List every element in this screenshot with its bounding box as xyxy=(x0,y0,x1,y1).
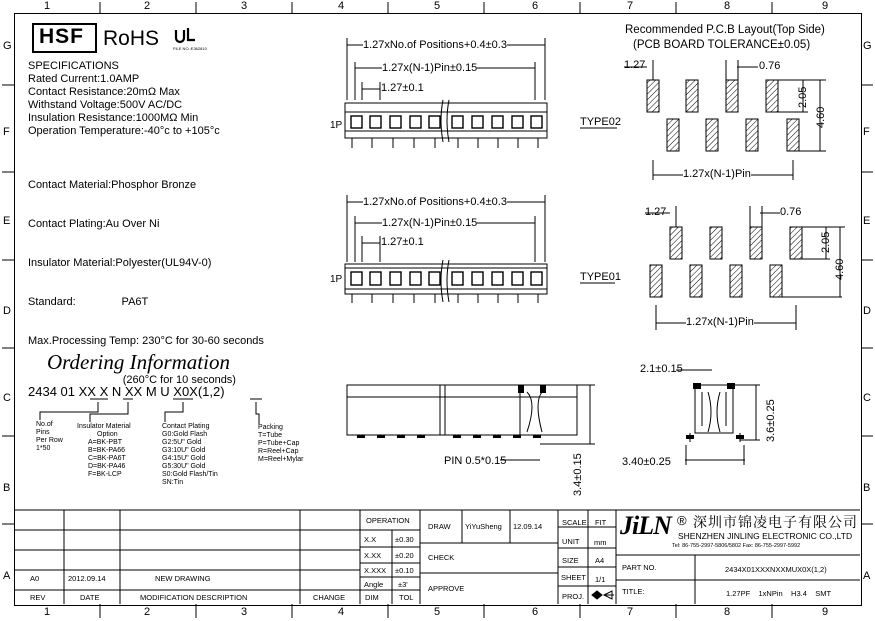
row-b: B xyxy=(3,482,11,494)
ordering-packing xyxy=(258,424,304,464)
unit-label: UNIT xyxy=(562,537,580,546)
option-line: Pins xyxy=(36,429,50,436)
col-7: 7 xyxy=(626,606,634,618)
tol-dim: Angle xyxy=(364,580,384,589)
pcb01-pad-height: 2.05 xyxy=(820,231,832,253)
option-line: T=Tube xyxy=(258,432,283,439)
tol-value: ±0.30 xyxy=(395,535,414,544)
option-line: SN:Tin xyxy=(162,479,184,486)
side-height: 3.4±0.15 xyxy=(572,453,584,496)
row-f: F xyxy=(3,126,10,138)
pcb01-pad-width: 0.76 xyxy=(780,206,802,218)
col-8: 8 xyxy=(723,0,731,12)
option-line: P=Tube+Cap xyxy=(258,440,300,447)
option-line: S0:Gold Flash/Tin xyxy=(162,471,218,478)
material-line: (260°C for 10 seconds) xyxy=(28,374,236,386)
col-6: 6 xyxy=(531,0,539,12)
pcb02-row-span: 4.60 xyxy=(815,106,827,128)
type01-label: TYPE01 xyxy=(580,271,621,283)
draw-label: DRAW xyxy=(428,522,451,531)
part-no-label: PART NO. xyxy=(622,563,657,572)
option-line: G3:10U" Gold xyxy=(162,447,206,454)
row-a: A xyxy=(863,570,871,582)
row-a: A xyxy=(3,570,11,582)
pcb-tolerance: (PCB BOARD TOLERANCE±0.05) xyxy=(633,39,811,51)
material-line: Insulator Material:Polyester(UL94V-0) xyxy=(28,257,212,269)
rohs-logo: RoHS xyxy=(103,27,160,50)
company-name-cn: 深圳市锦凌电子有限公司 xyxy=(693,514,858,530)
spec-line: Operation Temperature:-40°c to +105°c xyxy=(28,125,220,137)
material-line: Contact Plating:Au Over Ni xyxy=(28,218,160,230)
option-line: G0:Gold Flash xyxy=(162,431,208,438)
material-line: Contact Material:Phosphor Bronze xyxy=(28,179,197,191)
pcb02-pad-height: 2.05 xyxy=(797,86,809,108)
col-2: 2 xyxy=(143,0,151,12)
option-line: B=BK-PA66 xyxy=(88,447,126,454)
type02-dim-pins: 1.27x(N-1)Pin±0.15 xyxy=(382,62,478,74)
col-3: 3 xyxy=(240,606,248,618)
registered-mark: ® xyxy=(677,513,687,528)
pcb02-pad-width: 0.76 xyxy=(759,60,781,72)
option-line: Per Row xyxy=(36,437,63,444)
ordering-plating xyxy=(162,423,218,487)
size-label: SIZE xyxy=(562,556,579,565)
spec-line: Withstand Voltage:500V AC/DC xyxy=(28,99,183,111)
side-pin-dim: PIN 0.5*0.15 xyxy=(444,455,507,467)
col-6: 6 xyxy=(531,606,539,618)
row-d: D xyxy=(3,305,11,317)
option-line: D=BK-PA46 xyxy=(88,463,126,470)
material-line: Max.Processing Temp: 230°C for 30-60 seconds xyxy=(28,335,264,347)
row-e: E xyxy=(863,215,871,227)
section-width: 3.40±0.25 xyxy=(622,456,671,468)
material-line: Standard: PA6T xyxy=(28,296,149,308)
ordering-no-pins xyxy=(36,421,63,453)
option-line: A=BK-PBT xyxy=(88,439,123,446)
pcb01-pitch: 1.27 xyxy=(645,206,667,218)
sheet-value: 1/1 xyxy=(595,575,606,584)
ul-file-number: FILE NO.:E362810 xyxy=(173,46,207,51)
sheet-label: SHEET xyxy=(561,573,587,582)
option-line: Packing xyxy=(258,424,283,431)
spec-title: SPECIFICATIONS xyxy=(28,60,119,72)
pcb01-pin-span: 1.27x(N-1)Pin xyxy=(686,316,754,328)
option-line: No.of xyxy=(36,421,53,428)
rev-description-value: NEW DRAWING xyxy=(155,574,211,583)
specifications xyxy=(28,60,220,138)
size-value: A4 xyxy=(595,556,605,565)
code-part: N xyxy=(108,384,125,399)
date-header: DATE xyxy=(80,593,100,602)
scale-value: FIT xyxy=(595,518,607,527)
type02-dim-pitch: 1.27±0.1 xyxy=(381,82,424,94)
title-value: 1.27PF 1xNPin H3.4 SMT xyxy=(726,589,832,598)
code-part: XX xyxy=(78,384,96,399)
col-4: 4 xyxy=(337,0,345,12)
tol-value: ±0.10 xyxy=(395,566,414,575)
type02-pin1: 1P xyxy=(330,120,343,131)
hsf-logo: HSF xyxy=(39,25,84,48)
dim-header: DIM xyxy=(365,593,379,602)
option-line: G4:15U" Gold xyxy=(162,455,206,462)
tol-value: ±0.20 xyxy=(395,551,414,560)
ordering-insulator xyxy=(77,423,131,479)
option-line: G2:5U" Gold xyxy=(162,439,202,446)
option-line: C=BK-PA6T xyxy=(88,455,126,462)
col-1: 1 xyxy=(43,606,51,618)
option-line: M=Reel+Mylar xyxy=(258,456,304,463)
spec-line: Insulation Resistance:1000MΩ Min xyxy=(28,112,199,124)
pcb01-row-span: 4.60 xyxy=(834,258,846,280)
option-line: Contact Plating xyxy=(162,423,210,430)
drawer-name: YiYuSheng xyxy=(465,522,502,531)
tol-header: TOL xyxy=(399,593,414,602)
code-part: 0X(1,2) xyxy=(181,384,225,399)
proj-label: PROJ. xyxy=(562,592,585,601)
row-g: G xyxy=(3,40,12,52)
scale-label: SCALE xyxy=(562,518,587,527)
option-line: G5:30U" Gold xyxy=(162,463,206,470)
company-logo: JiLN xyxy=(620,511,671,540)
col-5: 5 xyxy=(433,0,441,12)
col-9: 9 xyxy=(821,606,829,618)
draw-date: 12.09.14 xyxy=(513,522,543,531)
rev-date-value: 2012.09.14 xyxy=(68,574,106,583)
section-height: 3.6±0.25 xyxy=(765,399,777,442)
option-line: F=BK-LCP xyxy=(88,471,122,478)
code-part: X xyxy=(99,384,109,399)
ul-logo xyxy=(174,26,175,27)
rev-header: REV xyxy=(30,593,46,602)
ordering-code xyxy=(28,384,225,399)
row-e: E xyxy=(3,215,11,227)
row-d: D xyxy=(863,305,871,317)
unit-value: mm xyxy=(594,538,607,547)
row-g: G xyxy=(863,40,872,52)
type02-dim-total: 1.27xNo.of Positions+0.4±0.3 xyxy=(363,39,507,51)
title-label: TITLE: xyxy=(622,587,645,596)
company-name-en: SHENZHEN JINLING ELECTRONIC CO.,LTD xyxy=(678,531,853,541)
option-line: Option xyxy=(97,431,118,438)
pcb02-pitch: 1.27 xyxy=(624,59,646,71)
pcb02-pin-span: 1.27x(N-1)Pin xyxy=(683,168,751,180)
tol-dim: X.XXX xyxy=(364,566,387,575)
col-9: 9 xyxy=(821,0,829,12)
description-header: MODIFICATION DESCRIPTION xyxy=(140,593,248,602)
tol-value: ±3' xyxy=(398,580,408,589)
row-f: F xyxy=(863,126,870,138)
type01-pin1: 1P xyxy=(330,274,343,285)
type01-dim-pins: 1.27x(N-1)Pin±0.15 xyxy=(382,217,478,229)
tol-dim: X.XX xyxy=(364,551,382,560)
row-c: C xyxy=(3,392,11,404)
col-7: 7 xyxy=(626,0,634,12)
pcb-title: Recommended P.C.B Layout(Top Side) xyxy=(625,24,825,36)
company-tel: Tel: 86-755-2997-5806/5802 Fax: 86-755-2997-5992 xyxy=(672,543,801,549)
code-part: M U xyxy=(142,384,174,399)
section-top-dim: 2.1±0.15 xyxy=(640,363,683,375)
option-line: Insulator Material xyxy=(77,423,131,430)
operation-label: OPERATION xyxy=(366,516,410,525)
col-1: 1 xyxy=(43,0,51,12)
option-line: R=Reel+Cap xyxy=(258,448,299,455)
type01-dim-total: 1.27xNo.of Positions+0.4±0.3 xyxy=(363,196,507,208)
row-c: C xyxy=(863,392,871,404)
type01-dim-pitch: 1.27±0.1 xyxy=(381,236,424,248)
option-line: 1*50 xyxy=(36,445,51,452)
col-4: 4 xyxy=(337,606,345,618)
spec-line: Rated Current:1.0AMP xyxy=(28,73,140,85)
check-label: CHECK xyxy=(428,553,455,562)
col-8: 8 xyxy=(723,606,731,618)
code-part: XX xyxy=(124,384,143,399)
code-part: 2434 01 xyxy=(28,384,79,399)
row-b: B xyxy=(863,482,871,494)
col-2: 2 xyxy=(143,606,151,618)
type02-label: TYPE02 xyxy=(580,116,621,128)
rev-value: A0 xyxy=(30,574,40,583)
col-5: 5 xyxy=(433,606,441,618)
tol-dim: X.X xyxy=(364,535,377,544)
approve-label: APPROVE xyxy=(428,584,465,593)
change-header: CHANGE xyxy=(313,593,346,602)
ordering-title: Ordering Information xyxy=(47,350,230,374)
spec-line: Contact Resistance:20mΩ Max xyxy=(28,86,180,98)
code-part: X xyxy=(173,384,182,399)
part-no-value: 2434X01XXXNXXMUX0X(1,2) xyxy=(725,565,827,574)
col-3: 3 xyxy=(240,0,248,12)
